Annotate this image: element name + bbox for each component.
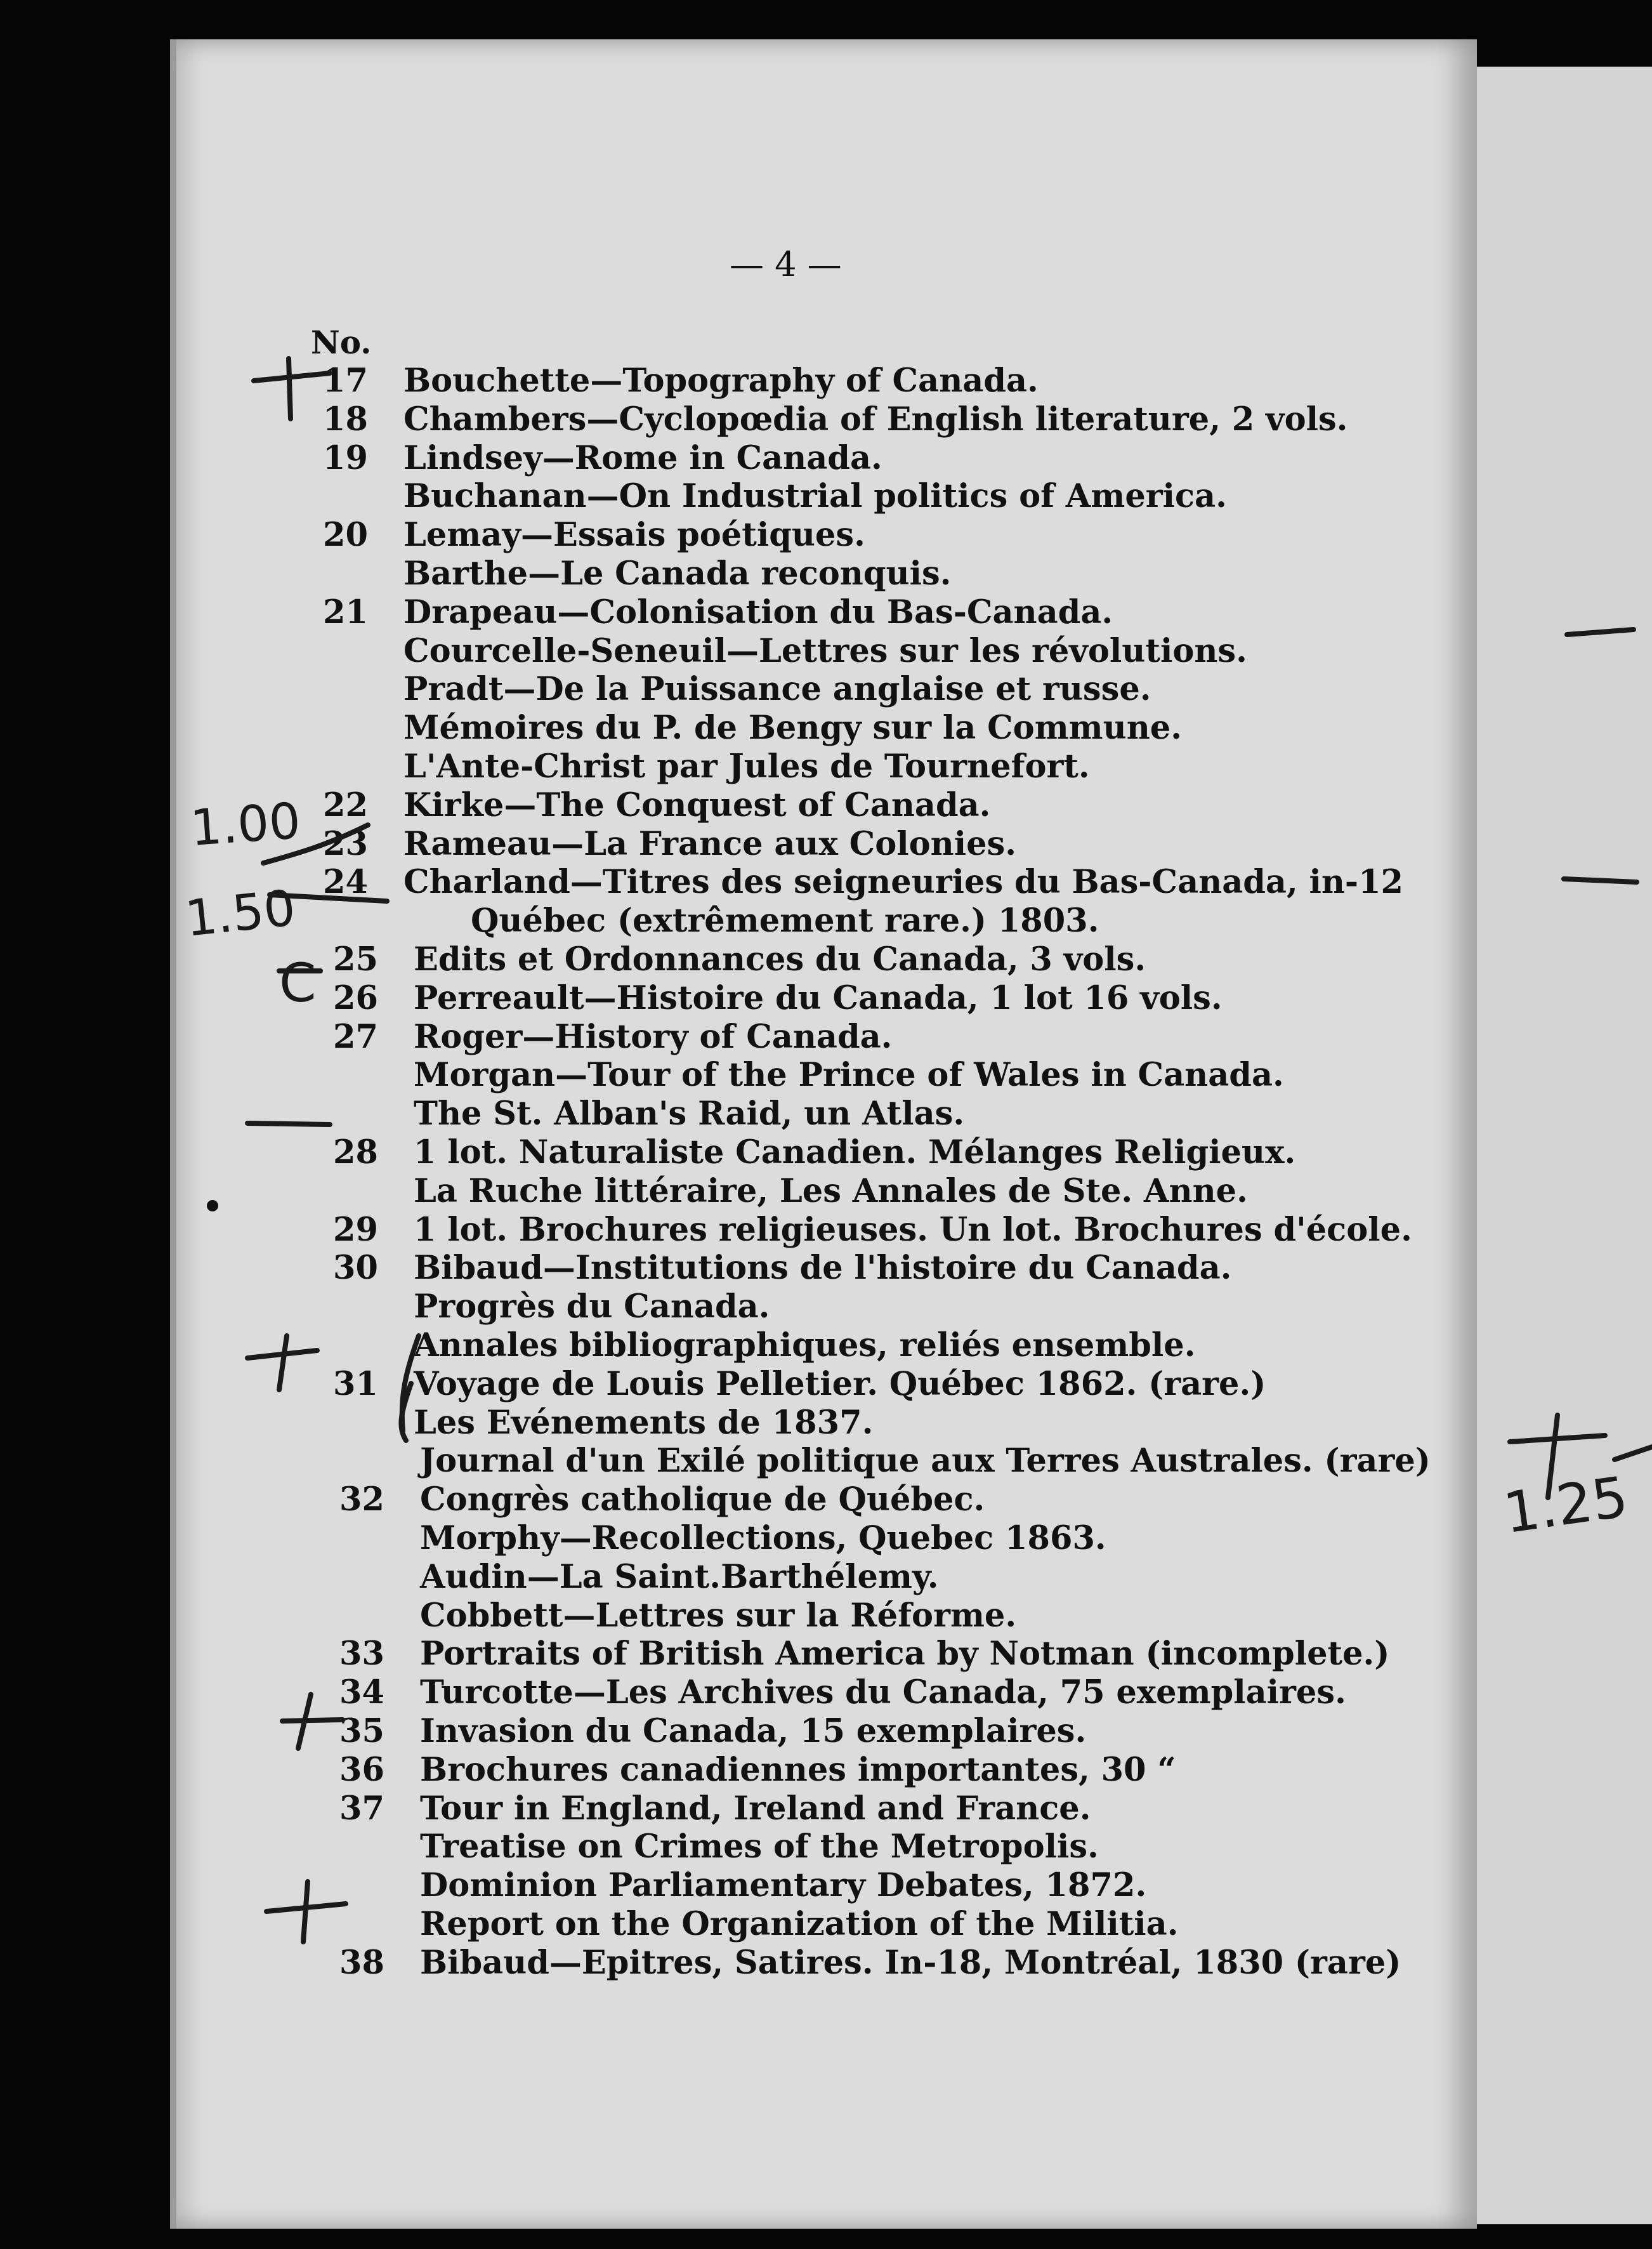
entry-number: 30: [333, 1249, 378, 1288]
entry-text: Mémoires du P. de Bengy sur la Commune.: [403, 709, 1182, 748]
entry-text: Drapeau—Colonisation du Bas-Canada.: [403, 593, 1113, 631]
entry-text: Perreault—Histoire du Canada, 1 lot 16 vols.: [414, 979, 1223, 1017]
catalogue-entry: [0, 1673, 1434, 1718]
entry-text: Treatise on Crimes of the Metropolis.: [420, 1828, 1099, 1866]
entry-number: 32: [339, 1481, 384, 1519]
catalogue-entry: [0, 1365, 1434, 1409]
entry-text: Les Evénements de 1837.: [414, 1403, 874, 1442]
entry-text: Charland—Titres des seigneuries du Bas-Canada, in-12: [403, 863, 1404, 902]
catalogue-entry: [0, 1597, 1434, 1641]
catalogue-entry: [0, 670, 1434, 715]
entry-text: La Ruche littéraire, Les Annales de Ste. Anne.: [414, 1171, 1248, 1210]
entry-number: 17: [323, 362, 368, 400]
entry-text: Lindsey—Rome in Canada.: [403, 439, 882, 477]
entry-text: Barthe—Le Canada reconquis.: [403, 555, 952, 593]
catalogue-entry: [0, 1018, 1434, 1062]
catalogue-entry: [0, 1442, 1434, 1486]
entry-text: Buchanan—On Industrial politics of America.: [403, 477, 1227, 516]
catalogue-entry: [0, 1326, 1434, 1371]
entry-text: Bibaud—Institutions de l'histoire du Canada.: [414, 1249, 1232, 1288]
entry-text: The St. Alban's Raid, un Atlas.: [414, 1095, 965, 1133]
entry-text: Pradt—De la Puissance anglaise et russe.: [403, 670, 1151, 709]
catalogue-entry: [0, 593, 1434, 638]
entry-text: Audin—La Saint.Barthélemy.: [420, 1557, 939, 1596]
entry-text: Journal d'un Exilé politique aux Terres Australes. (rare): [420, 1442, 1431, 1481]
entry-text: Annales bibliographiques, reliés ensemble.: [414, 1326, 1196, 1364]
entry-number: 38: [339, 1943, 384, 1982]
entry-number: 25: [333, 940, 378, 979]
catalogue-entry: [0, 1712, 1434, 1757]
entry-text: Brochures canadiennes importantes, 30 “: [420, 1750, 1176, 1789]
catalogue-entry: [0, 400, 1434, 445]
entry-number: 28: [333, 1133, 378, 1171]
catalogue-entry: [0, 709, 1434, 753]
entry-text: Roger—History of Canada.: [414, 1017, 893, 1056]
catalogue-entry: [0, 1095, 1434, 1139]
catalogue-entry: [0, 1828, 1434, 1872]
catalogue-entry: [0, 940, 1434, 985]
entry-text: Morgan—Tour of the Prince of Wales in Canada.: [414, 1056, 1284, 1095]
entry-number: 24: [323, 863, 368, 902]
number-column-label: No.: [311, 324, 372, 361]
catalogue-entry: [0, 1790, 1434, 1834]
catalogue-entry: [0, 439, 1434, 484]
entry-text: Portraits of British America by Notman (incomplete.): [420, 1635, 1390, 1673]
catalogue-entry: [0, 979, 1434, 1024]
entry-number: 22: [323, 786, 368, 824]
catalogue-entry: [0, 1288, 1434, 1332]
entry-text: Bibaud—Epitres, Satires. In-18, Montréal, 1830 (rare): [420, 1943, 1401, 1982]
entry-text: Invasion du Canada, 15 exemplaires.: [420, 1712, 1087, 1750]
entry-number: 36: [339, 1750, 384, 1789]
entry-number: 33: [339, 1635, 384, 1673]
handwritten-price-23: 1.00: [188, 793, 303, 857]
catalogue-entry: [0, 1866, 1434, 1911]
catalogue-entry: [0, 1056, 1434, 1100]
entry-text: Rameau—La France aux Colonies.: [403, 824, 1017, 863]
entry-text: Courcelle-Seneuil—Lettres sur les révolutions.: [403, 631, 1247, 670]
entry-text: Progrès du Canada.: [414, 1288, 770, 1326]
catalogue-entry: [0, 1944, 1434, 1988]
entry-text: 1 lot. Brochures religieuses. Un lot. Brochures d'école.: [414, 1210, 1412, 1249]
entry-number: 26: [333, 979, 378, 1017]
catalogue-entry: [0, 1905, 1434, 1949]
catalogue-entry: [0, 1133, 1434, 1178]
entry-text: Edits et Ordonnances du Canada, 3 vols.: [414, 940, 1146, 979]
entry-text: Voyage de Louis Pelletier. Québec 1862. (rare.): [414, 1364, 1266, 1403]
catalogue-entry: [0, 555, 1434, 599]
entry-text: Bouchette—Topography of Canada.: [403, 362, 1039, 400]
entry-text: Chambers—Cyclopœdia of English literature, 2 vols.: [403, 400, 1348, 439]
entry-text: Congrès catholique de Québec.: [420, 1481, 985, 1519]
handwritten-right-margin-value: 1.25: [1499, 1463, 1632, 1547]
entry-number: 19: [323, 439, 368, 477]
catalogue-entry: [0, 632, 1434, 676]
entry-number: 34: [339, 1673, 384, 1712]
entry-number: 35: [339, 1712, 384, 1750]
entry-text: Cobbett—Lettres sur la Réforme.: [420, 1596, 1017, 1635]
entry-number: 37: [339, 1789, 384, 1828]
catalogue-entry: [0, 1751, 1434, 1795]
catalogue-entry: [0, 362, 1434, 406]
entry-number: 23: [323, 824, 368, 863]
catalogue-entry: [0, 477, 1434, 522]
handwritten-letter-26: C: [279, 952, 317, 1014]
entry-text: Québec (extrêmement rare.) 1803.: [471, 902, 1099, 940]
entry-text: Tour in England, Ireland and France.: [420, 1789, 1091, 1828]
catalogue-entry: [0, 1404, 1434, 1448]
catalogue-entry: [0, 516, 1434, 560]
entry-number: 18: [323, 400, 368, 439]
catalogue-entry: [0, 1635, 1434, 1679]
entry-text: Turcotte—Les Archives du Canada, 75 exemplaires.: [420, 1673, 1346, 1712]
catalogue-entry: [0, 1172, 1434, 1217]
entry-text: 1 lot. Naturaliste Canadien. Mélanges Religieux.: [414, 1133, 1296, 1171]
entry-text: L'Ante-Christ par Jules de Tournefort.: [403, 748, 1090, 786]
entry-number: 20: [323, 516, 368, 555]
catalogue-entry: [0, 1249, 1434, 1293]
entry-number: 29: [333, 1210, 378, 1249]
page-number: — 4 —: [730, 244, 842, 284]
entry-number: 31: [333, 1364, 378, 1403]
catalogue-entry: [0, 1519, 1434, 1564]
entry-text: Morphy—Recollections, Quebec 1863.: [420, 1519, 1106, 1557]
entry-text: Kirke—The Conquest of Canada.: [403, 786, 991, 824]
handwritten-price-24: 1.50: [182, 880, 298, 948]
catalogue-entry: [0, 1211, 1434, 1255]
catalogue-entry: [0, 1558, 1434, 1602]
entry-text: Report on the Organization of the Militia.: [420, 1905, 1179, 1943]
entry-text: Lemay—Essais poétiques.: [403, 516, 865, 555]
catalogue-entry: [0, 1481, 1434, 1525]
entry-text: Dominion Parliamentary Debates, 1872.: [420, 1866, 1147, 1905]
entry-number: 27: [333, 1017, 378, 1056]
entry-number: 21: [323, 593, 368, 631]
catalogue-entry: [0, 748, 1434, 792]
